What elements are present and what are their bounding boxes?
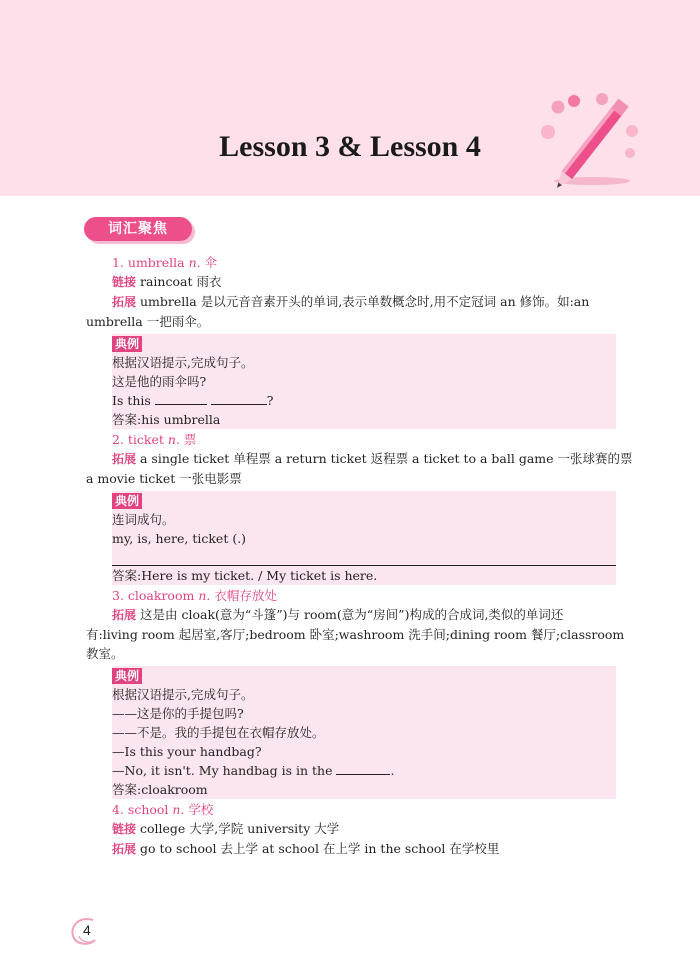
answer-blank	[336, 762, 390, 775]
example-label: 典例	[112, 668, 142, 684]
pencil-decoration-icon	[530, 85, 660, 195]
expand-line: 拓展 go to school 去上学 at school 在上学 in the school 在学校里	[112, 841, 500, 856]
expand-line: 拓展 umbrella 是以元音音素开头的单词,表示单数概念时,用不定冠词 an 修饰。如:an	[112, 294, 590, 309]
example-label: 典例	[112, 493, 142, 509]
page-header	[0, 0, 700, 196]
link-line: 链接 raincoat 雨衣	[112, 274, 222, 289]
entry-heading: 3. cloakroom n. 衣帽存放处	[112, 588, 277, 603]
vocabulary-content	[86, 253, 633, 859]
answer-text: 答案:his umbrella	[112, 412, 221, 427]
answer-underline	[112, 548, 616, 566]
expand-line-cont: umbrella 一把雨伞。	[86, 314, 210, 329]
example-box: 典例 根据汉语提示,完成句子。 这是他的雨伞吗? Is this ? 答案:his umbrella	[112, 334, 616, 429]
fill-in-line: Is this ?	[112, 393, 274, 408]
entry-heading: 2. ticket n. 票	[112, 432, 197, 447]
example-box: 典例 连词成句。 my, is, here, ticket (.) 答案:Here is my ticket. / My ticket is here.	[112, 491, 616, 585]
entry-heading: 1. umbrella n. 伞	[112, 255, 218, 270]
expand-line: 拓展 a single ticket 单程票 a return ticket 返程票 a ticket to a ball game 一张球赛的票	[112, 451, 633, 466]
expand-line-cont: a movie ticket 一张电影票	[86, 471, 242, 486]
answer-text: 答案:Here is my ticket. / My ticket is here.	[112, 568, 378, 583]
page-number: 4	[67, 914, 101, 948]
section-tag-vocabulary: 词汇聚焦	[84, 217, 192, 241]
answer-blank	[155, 392, 207, 405]
answer-blank	[211, 392, 267, 405]
page-title: Lesson 3 & Lesson 4	[219, 130, 481, 163]
answer-text: 答案:cloakroom	[112, 782, 208, 797]
expand-line-cont: 有:living room 起居室,客厅;bedroom 卧室;washroom 洗手间;dining room 餐厅;classroom	[86, 627, 625, 642]
example-label: 典例	[112, 336, 142, 352]
expand-line-cont: 教室。	[86, 646, 124, 661]
link-line: 链接 college 大学,学院 university 大学	[112, 821, 340, 836]
entry-heading: 4. school n. 学校	[112, 802, 214, 817]
example-box: 典例 根据汉语提示,完成句子。 ——这是你的手提包吗? ——不是。我的手提包在衣帽存放处。 —Is this your handbag? —No, it isn't. My handbag is in the . 答案:cloakroom	[112, 666, 616, 799]
fill-in-line: —No, it isn't. My handbag is in the .	[112, 763, 395, 778]
expand-line: 拓展 这是由 cloak(意为“斗篷”)与 room(意为“房间”)构成的合成词,类似的单词还	[112, 607, 564, 622]
